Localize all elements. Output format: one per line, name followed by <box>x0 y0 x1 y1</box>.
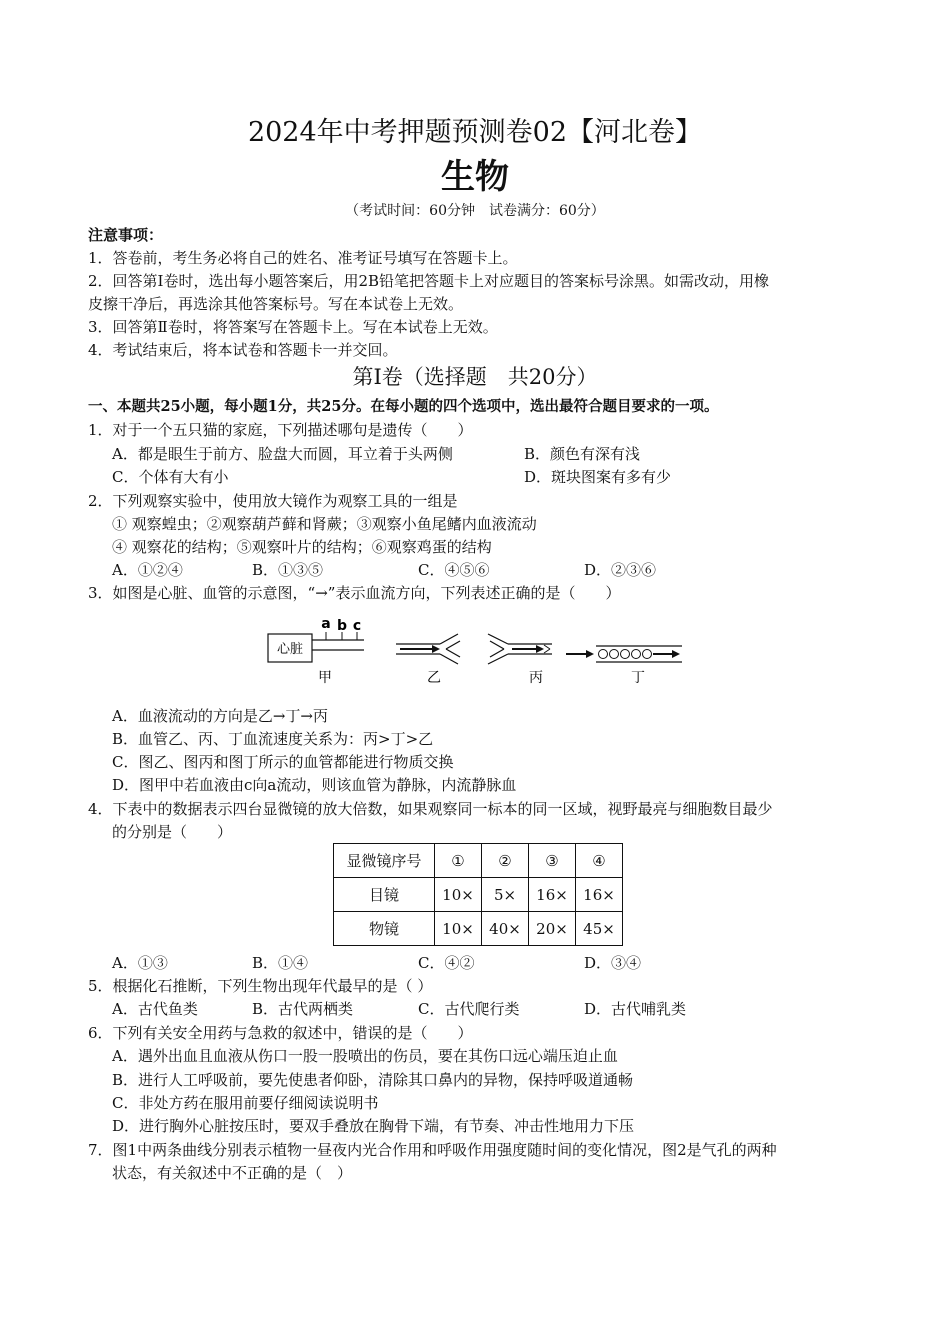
q3-option-a: A．血液流动的方向是乙→丁→丙 <box>112 707 328 725</box>
q4-option-c: C．④② <box>418 954 475 972</box>
section-title: 第Ⅰ卷（选择题 共20分） <box>352 365 598 389</box>
note-2: 2．回答第Ⅰ卷时，选出每小题答案后，用2B铅笔把答题卡上对应题目的答案标号涂黑。如需改动，用橡 <box>88 272 770 290</box>
q1-option-d: D．斑块图案有多有少 <box>524 468 672 486</box>
q6-option-d: D．进行胸外心脏按压时，要双手叠放在胸骨下端，有节奏、冲击性地用力下压 <box>112 1117 635 1135</box>
table-header-row <box>334 844 623 878</box>
heart-label: 心脏 <box>276 642 304 657</box>
table-row <box>334 878 623 912</box>
q2-line-1: ① 观察蝗虫；②观察葫芦藓和肾蕨；③观察小鱼尾鳍内血液流动 <box>112 515 537 533</box>
table-cell: 16× <box>576 878 623 912</box>
blood-vessel-figure <box>260 610 700 690</box>
table-header-cell: 显微镜序号 <box>334 844 435 878</box>
q2-line-2: ④ 观察花的结构；⑤观察叶片的结构；⑥观察鸡蛋的结构 <box>112 538 492 556</box>
q5-option-a: A．古代鱼类 <box>112 1000 198 1018</box>
table-header-cell: ④ <box>576 844 623 878</box>
exam-info: （考试时间：60分钟 试卷满分：60分） <box>345 203 605 219</box>
note-4: 4．考试结束后，将本试卷和答题卡一并交回。 <box>88 341 398 359</box>
q4-stem-cont: 的分别是（ ） <box>112 823 233 841</box>
q5-stem: 5．根据化石推断，下列生物出现年代最早的是（ ） <box>88 977 433 995</box>
q2-stem: 2．下列观察实验中，使用放大镜作为观察工具的一组是 <box>88 492 458 510</box>
q3-option-b: B．血管乙、丙、丁血流速度关系为：丙>丁>乙 <box>112 730 434 748</box>
caption-bing: 丙 <box>529 670 543 686</box>
vessel-ding <box>566 646 682 662</box>
q2-option-c: C．④⑤⑥ <box>418 561 490 579</box>
note-3: 3．回答第Ⅱ卷时，将答案写在答题卡上。写在本试卷上无效。 <box>88 318 498 336</box>
caption-jia: 甲 <box>318 670 332 686</box>
q4-option-a: A．①③ <box>112 954 168 972</box>
microscope-table <box>333 843 623 946</box>
label-a: a <box>321 616 331 632</box>
table-cell: 10× <box>435 878 482 912</box>
q2-option-a: A．①②④ <box>112 561 183 579</box>
q2-option-b: B．①③⑤ <box>252 561 324 579</box>
caption-ding: 丁 <box>631 670 645 686</box>
q1-stem: 1．对于一个五只猫的家庭，下列描述哪句是遗传（ ） <box>88 421 473 439</box>
q5-option-d: D．古代哺乳类 <box>584 1000 687 1018</box>
table-cell: 16× <box>529 878 576 912</box>
subject-title: 生物 <box>441 157 509 197</box>
q5-option-c: C．古代爬行类 <box>418 1000 520 1018</box>
q2-option-d: D．②③⑥ <box>584 561 657 579</box>
q1-option-b: B．颜色有深有浅 <box>524 445 641 463</box>
table-cell: 20× <box>529 912 576 946</box>
notes-heading: 注意事项： <box>88 226 164 244</box>
table-cell: 目镜 <box>334 878 435 912</box>
exam-title: 2024年中考押题预测卷02【河北卷】 <box>247 117 703 148</box>
q6-option-c: C．非处方药在服用前要仔细阅读说明书 <box>112 1094 379 1112</box>
table-cell: 10× <box>435 912 482 946</box>
note-2-cont: 皮擦干净后，再选涂其他答案标号。写在本试卷上无效。 <box>88 295 464 313</box>
caption-yi: 乙 <box>427 670 441 686</box>
q4-stem: 4．下表中的数据表示四台显微镜的放大倍数，如果观察同一标本的同一区域，视野最亮与细胞数目最少 <box>88 800 773 818</box>
q5-option-b: B．古代两栖类 <box>252 1000 354 1018</box>
q7-stem: 7．图1中两条曲线分别表示植物一昼夜内光合作用和呼吸作用强度随时间的变化情况，图2是气孔的两种 <box>88 1141 777 1159</box>
vessel-yi <box>396 634 460 664</box>
table-header-cell: ① <box>435 844 482 878</box>
q6-option-b: B．进行人工呼吸前，要先使患者仰卧，清除其口鼻内的异物，保持呼吸道通畅 <box>112 1071 634 1089</box>
q3-stem: 3．如图是心脏、血管的示意图，“→”表示血流方向，下列表述正确的是（ ） <box>88 584 621 602</box>
q1-option-c: C．个体有大有小 <box>112 468 229 486</box>
table-row <box>334 912 623 946</box>
vessel-bing <box>488 634 552 664</box>
q4-option-b: B．①④ <box>252 954 309 972</box>
q6-option-a: A．遇外出血且血液从伤口一股一股喷出的伤员，要在其伤口远心端压迫止血 <box>112 1047 618 1065</box>
table-header-cell: ③ <box>529 844 576 878</box>
q1-option-a: A．都是眼生于前方、脸盘大而圆，耳立着于头两侧 <box>112 445 453 463</box>
q6-stem: 6．下列有关安全用药与急救的叙述中，错误的是（ ） <box>88 1024 473 1042</box>
q3-option-d: D．图甲中若血液由c向a流动，则该血管为静脉，内流静脉血 <box>112 776 517 794</box>
q4-option-d: D．③④ <box>584 954 642 972</box>
table-cell: 40× <box>482 912 529 946</box>
label-c: c <box>352 618 362 634</box>
table-cell: 45× <box>576 912 623 946</box>
table-cell: 5× <box>482 878 529 912</box>
table-cell: 物镜 <box>334 912 435 946</box>
table-header-cell: ② <box>482 844 529 878</box>
note-1: 1．答卷前，考生务必将自己的姓名、准考证号填写在答题卡上。 <box>88 249 518 267</box>
q7-stem-cont: 状态，有关叙述中不正确的是（ ） <box>112 1164 353 1182</box>
section-instruction: 一、本题共25小题，每小题1分，共25分。在每小题的四个选项中，选出最符合题目要求的一项。 <box>88 398 719 415</box>
q3-option-c: C．图乙、图丙和图丁所示的血管都能进行物质交换 <box>112 753 454 771</box>
label-b: b <box>336 618 348 634</box>
